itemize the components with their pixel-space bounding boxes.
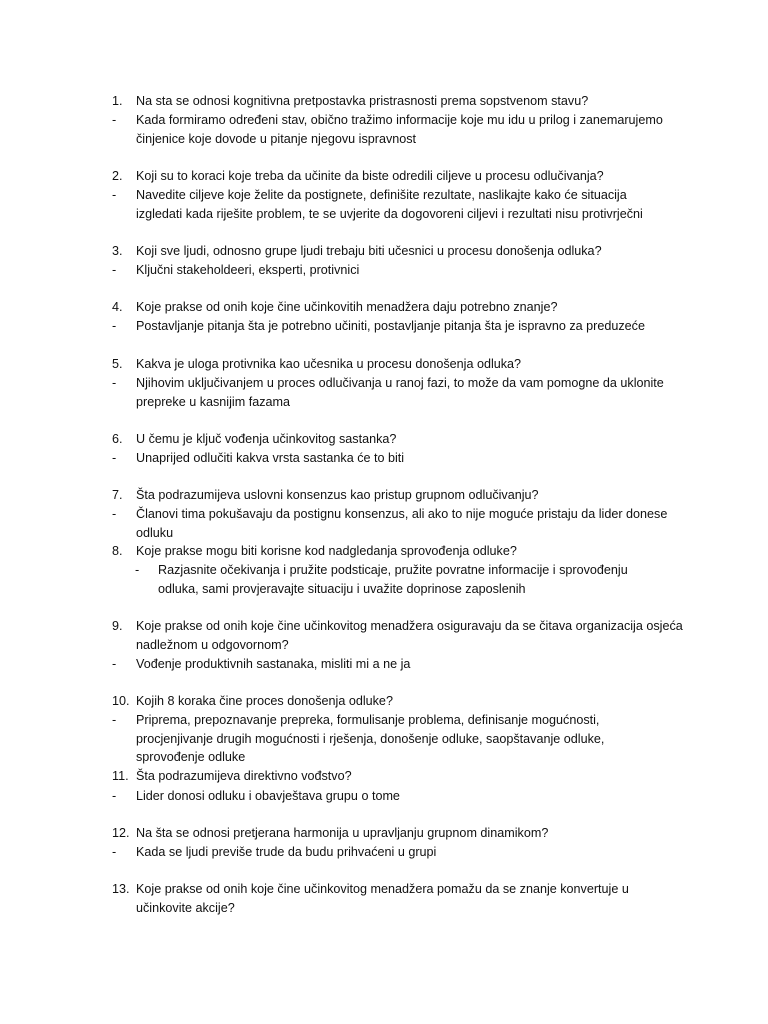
item-number: 6. <box>112 432 123 446</box>
item-number: 1. <box>112 94 123 108</box>
bullet-dash: - <box>112 789 117 803</box>
question-text: Koje prakse od onih koje čine učinkovitog menadžera osiguravaju da se čitava organizacija osjeća <box>136 619 683 633</box>
answer-text: Unaprijed odlučiti kakva vrsta sastanka će to biti <box>136 451 405 465</box>
question-text: Šta podrazumijeva direktivno vođstvo? <box>136 769 352 783</box>
question-text: Kakva je uloga protivnika kao učesnika u procesu donošenja odluka? <box>136 357 522 371</box>
question-text: Na šta se odnosi pretjerana harmonija u upravljanju grupnom dinamikom? <box>136 826 549 840</box>
bullet-dash: - <box>112 113 117 127</box>
question-text: Koji su to koraci koje treba da učinite da biste odredili ciljeve u procesu odlučivanja? <box>136 169 604 183</box>
answer-text: sprovođenje odluke <box>136 750 246 764</box>
item-number: 10. <box>112 694 130 708</box>
question-text: Koje prakse mogu biti korisne kod nadgledanja sprovođenja odluke? <box>136 544 517 558</box>
bullet-dash: - <box>112 263 117 277</box>
answer-text: odluku <box>136 526 174 540</box>
item-number: 4. <box>112 300 123 314</box>
answer-text: odluka, sami provjeravajte situaciju i uvažite doprinose zaposlenih <box>158 582 526 596</box>
bullet-dash: - <box>112 451 117 465</box>
bullet-dash: - <box>112 319 117 333</box>
answer-text: Njihovim uključivanjem u proces odlučivanja u ranoj fazi, to može da vam pomogne da uklonite <box>136 376 664 390</box>
item-number: 13. <box>112 882 130 896</box>
question-text: Koje prakse od onih koje čine učinkovitih menadžera daju potrebno znanje? <box>136 300 558 314</box>
question-text: Koji sve ljudi, odnosno grupe ljudi trebaju biti učesnici u procesu donošenja odluka? <box>136 244 602 258</box>
answer-text: činjenice koje dovode u pitanje njegovu ispravnost <box>136 132 417 146</box>
answer-text: Lider donosi odluku i obavještava grupu o tome <box>136 789 400 803</box>
bullet-dash: - <box>112 376 117 390</box>
item-number: 8. <box>112 544 123 558</box>
answer-text: procjenjivanje drugih mogućnosti i rješenja, donošenje odluke, saopštavanje odluke, <box>136 732 605 746</box>
answer-text: izgledati kada riješite problem, te se uvjerite da dogovoreni ciljevi i rezultati nisu protivrječni <box>136 207 643 221</box>
answer-text: Postavljanje pitanja šta je potrebno učiniti, postavljanje pitanja šta je ispravno za preduzeće <box>136 319 645 333</box>
bullet-dash: - <box>112 188 117 202</box>
answer-text: Vođenje produktivnih sastanaka, misliti mi a ne ja <box>136 657 411 671</box>
bullet-dash: - <box>112 713 117 727</box>
answer-text: Kada formiramo određeni stav, obično tražimo informacije koje mu idu u prilog i zanemarujemo <box>136 113 663 127</box>
bullet-dash: - <box>135 563 140 577</box>
answer-text: Ključni stakeholdeeri, eksperti, protivnici <box>136 263 360 277</box>
item-number: 5. <box>112 357 123 371</box>
item-number: 3. <box>112 244 123 258</box>
item-number: 12. <box>112 826 130 840</box>
bullet-dash: - <box>112 845 117 859</box>
answer-text: Kada se ljudi previše trude da budu prihvaćeni u grupi <box>136 845 437 859</box>
answer-text: Razjasnite očekivanja i pružite podsticaje, pružite povratne informacije i sprovođenju <box>158 563 628 577</box>
item-number: 2. <box>112 169 123 183</box>
bullet-dash: - <box>112 657 117 671</box>
answer-text: Priprema, prepoznavanje prepreka, formulisanje problema, definisanje mogućnosti, <box>136 713 600 727</box>
question-text: Na sta se odnosi kognitivna pretpostavka pristrasnosti prema sopstvenom stavu? <box>136 94 589 108</box>
item-number: 11. <box>112 769 129 783</box>
bullet-dash: - <box>112 507 117 521</box>
answer-text: Navedite ciljeve koje želite da postignete, definišite rezultate, naslikajte kako će situacija <box>136 188 627 202</box>
question-text: Kojih 8 koraka čine proces donošenja odluke? <box>136 694 393 708</box>
item-number: 9. <box>112 619 123 633</box>
item-number: 7. <box>112 488 123 502</box>
question-text: nadležnom u odgovornom? <box>136 638 289 652</box>
question-text: U čemu je ključ vođenja učinkovitog sastanka? <box>136 432 397 446</box>
answer-text: Članovi tima pokušavaju da postignu konsenzus, ali ako to nije moguće pristaju da lider donese <box>136 507 668 521</box>
question-text: Koje prakse od onih koje čine učinkovitog menadžera pomažu da se znanje konvertuje u <box>136 882 629 896</box>
question-text: učinkovite akcije? <box>136 901 235 915</box>
question-text: Šta podrazumijeva uslovni konsenzus kao pristup grupnom odlučivanju? <box>136 488 539 502</box>
answer-text: prepreke u kasnijim fazama <box>136 395 290 409</box>
